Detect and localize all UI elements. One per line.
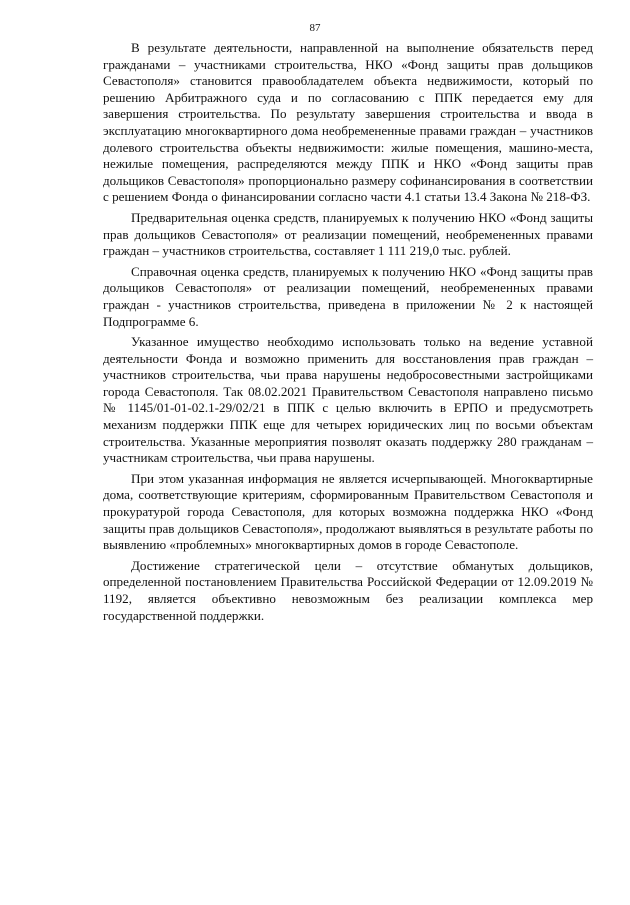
page-number: 87 bbox=[309, 22, 321, 34]
paragraph-2: Предварительная оценка средств, планируемых к получению НКО «Фонд защиты прав дольщиков Севастополя» от реализации помещений, необремененных правами граждан – участников строительства, составляет 1 111 219,0 тыс. рублей. bbox=[103, 209, 593, 259]
paragraph-3: Справочная оценка средств, планируемых к получению НКО «Фонд защиты прав дольщиков Севастополя» от реализации помещений, необремененных правами граждан - участников строительства, приведена в приложении № 2 к настоящей Подпрограмме 6. bbox=[103, 263, 593, 329]
paragraph-5: При этом указанная информация не является исчерпывающей. Многоквартирные дома, соответствующие критериям, сформированным Правительством Севастополя и прокуратурой города Севастополя, для которых возможна поддержка НКО «Фонд защиты прав дольщиков Севастополя», продолжают выявляться в результате работы по выявлению «проблемных» многоквартирных домов в городе Севастополе. bbox=[103, 470, 593, 553]
body-text bbox=[103, 40, 593, 628]
paragraph-6: Достижение стратегической цели – отсутствие обманутых дольщиков, определенной постановлением Правительства Российской Федерации от 12.09.2019 № 1192, является объективно невозможным без реализации комплекса мер государственной поддержки. bbox=[103, 557, 593, 623]
paragraph-1: В результате деятельности, направленной на выполнение обязательств перед гражданами – участниками строительства, НКО «Фонд защиты прав дольщиков Севастополя» становится правообладателем объекта недвижимости, который по решению Арбитражного суда и по согласованию с ППК передается ему для завершения строительства. По результату завершения строительства и ввода в эксплуатацию многоквартирного дома необремененные правами граждан – участников долевого строительства объекты недвижимости: жилые помещения, машино-места, нежилые помещения, распределяются между ППК и НКО «Фонд защиты прав дольщиков Севастополя» пропорционально размеру софинансирования в соответствии с решением Фонда о финансировании согласно части 4.1 статьи 13.4 Закона № 218-ФЗ. bbox=[103, 40, 593, 205]
paragraph-4: Указанное имущество необходимо использовать только на ведение уставной деятельности Фонда и возможно применить для восстановления прав граждан – участников строительства, чьи права нарушены недобросовестными застройщиками города Севастополя. Так 08.02.2021 Правительством Севастополя направлено письмо № 1145/01-01-02.1-29/02/21 в ППК с целью включить в ЕРПО и предусмотреть механизм поддержки ППК еще для четырех юридических лиц по восьми объектам строительства. Указанные мероприятия позволят оказать поддержку 280 гражданам – участникам строительства, чьи права нарушены. bbox=[103, 334, 593, 466]
